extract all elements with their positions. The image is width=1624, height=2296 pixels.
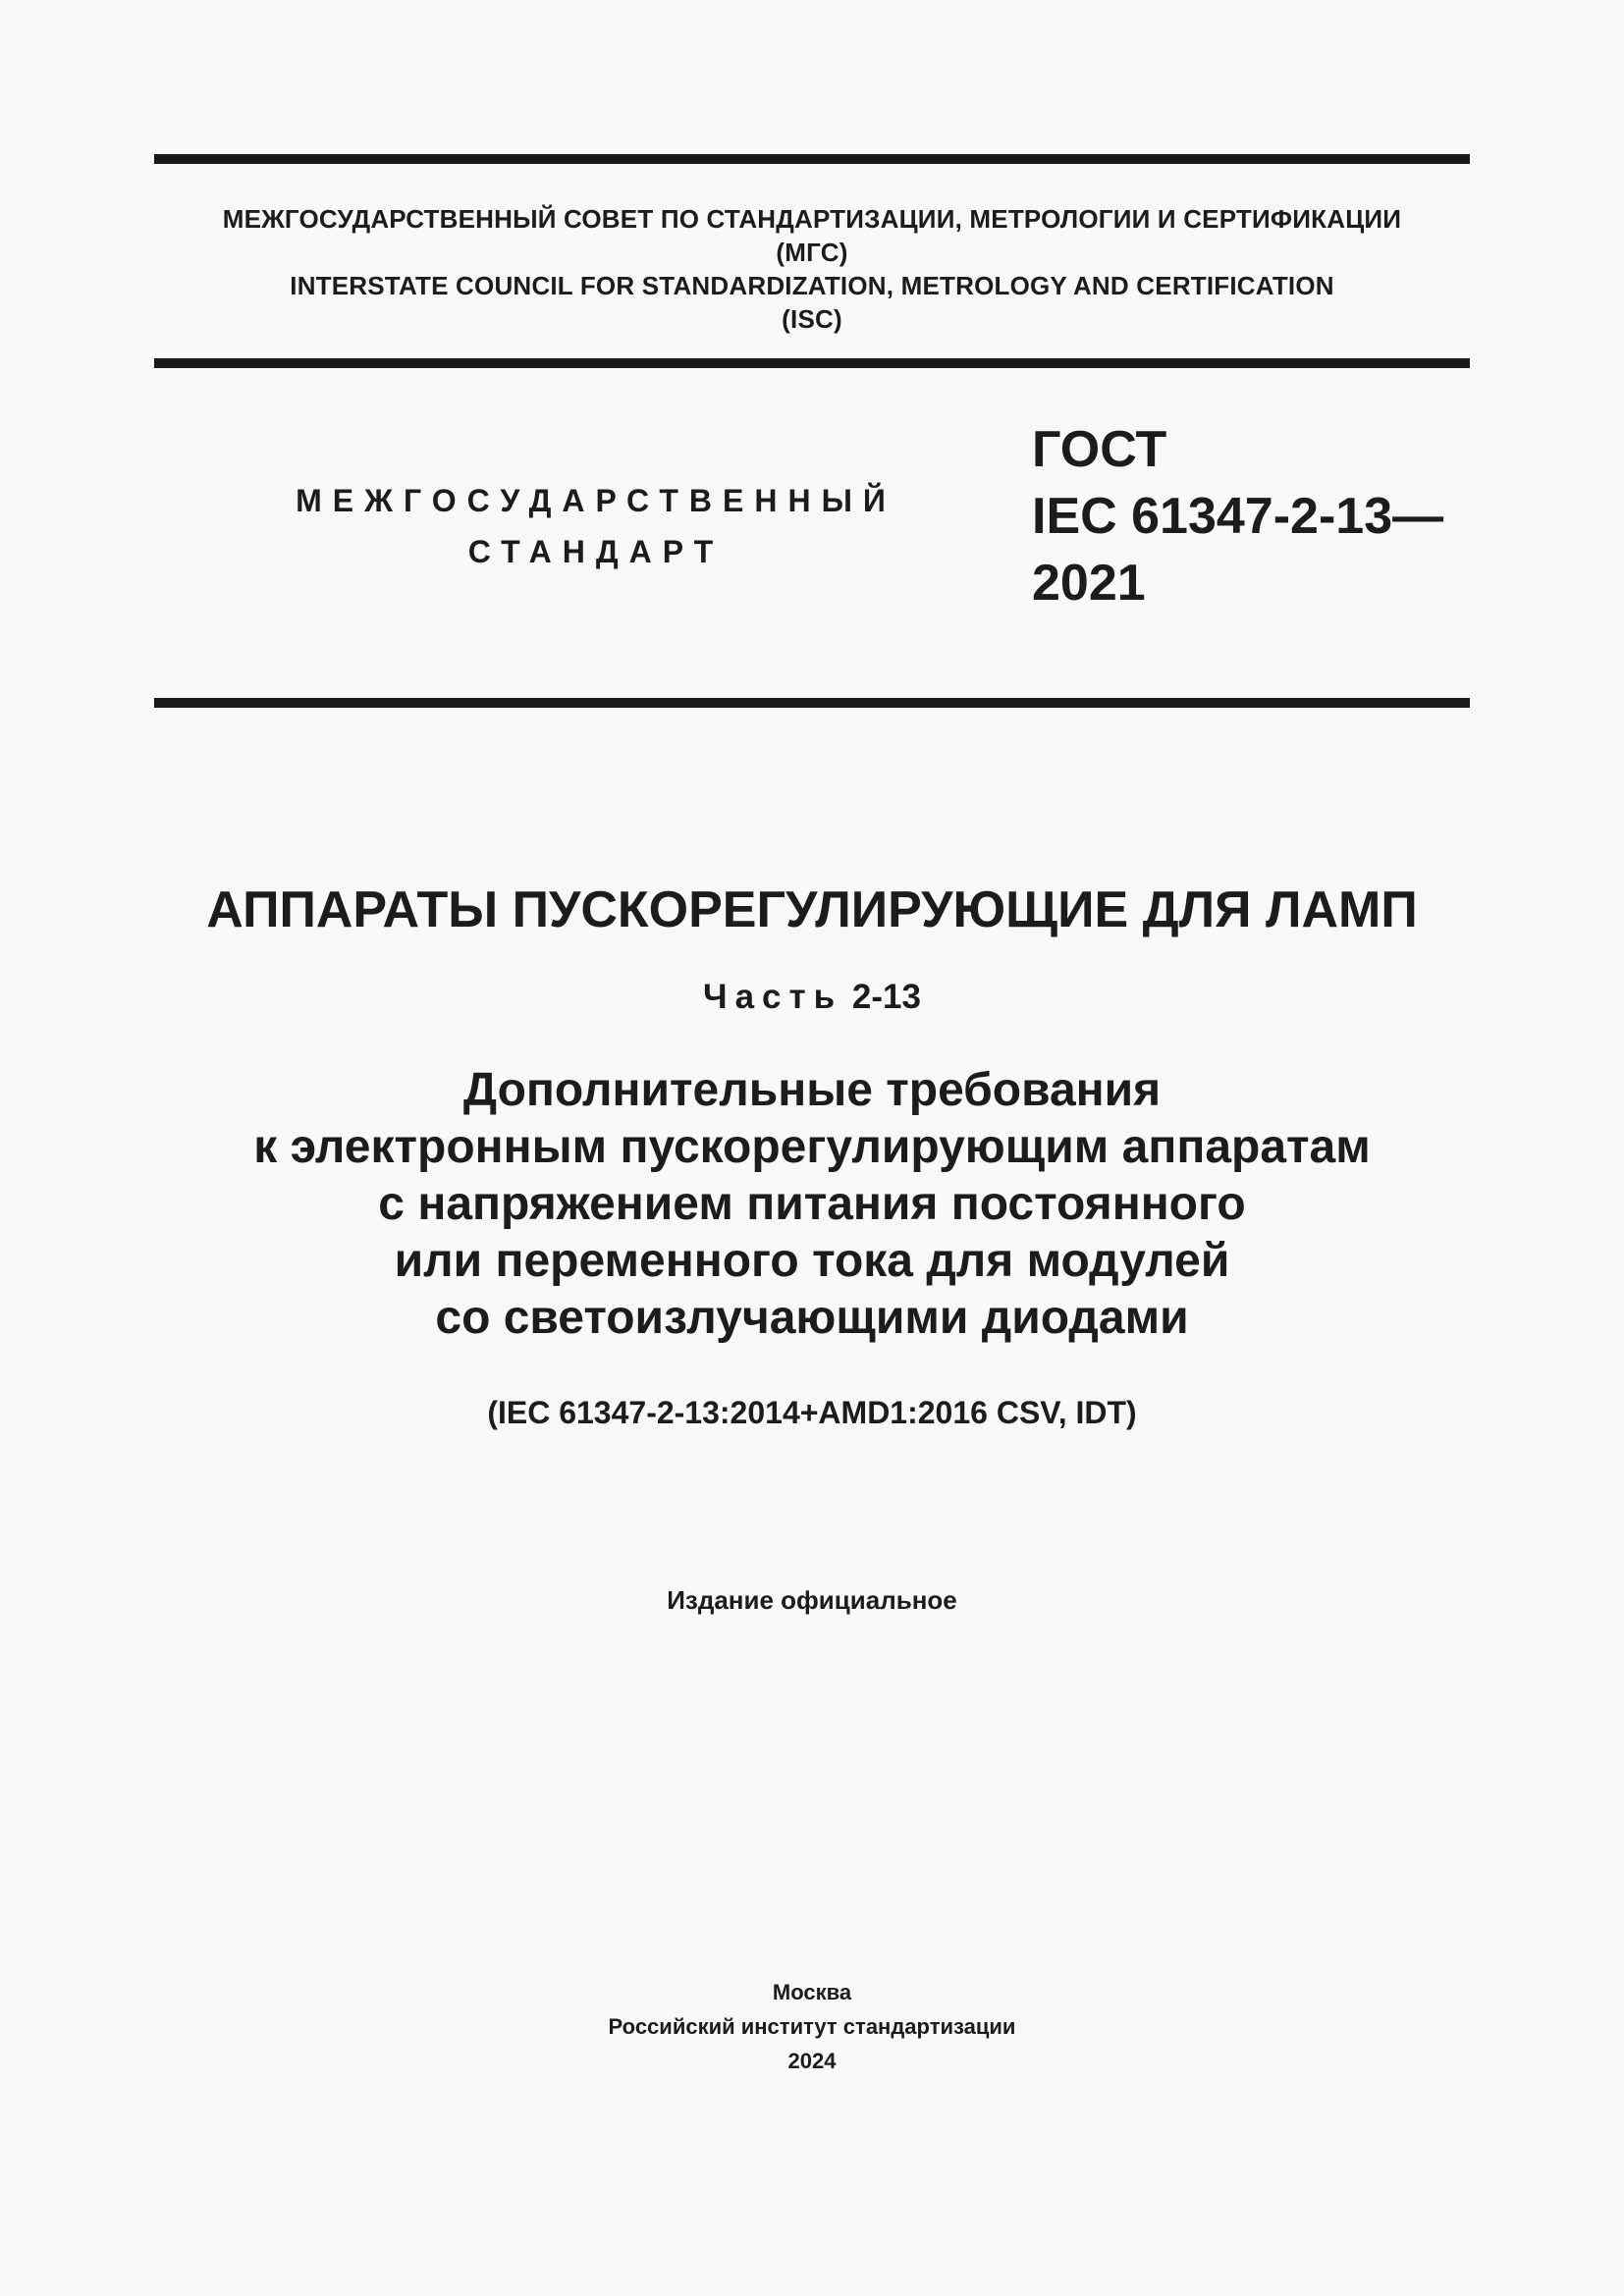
part-label: Часть bbox=[703, 978, 843, 1016]
document-title: АППАРАТЫ ПУСКОРЕГУЛИРУЮЩИЕ ДЛЯ ЛАМП bbox=[206, 881, 1418, 938]
council-name-en: INTERSTATE COUNCIL FOR STANDARDIZATION, METROLOGY AND CERTIFICATION bbox=[290, 271, 1334, 300]
document-subtitle bbox=[98, 1062, 1526, 1347]
council-name-ru: МЕЖГОСУДАРСТВЕННЫЙ СОВЕТ ПО СТАНДАРТИЗАЦИИ, МЕТРОЛОГИИ И СЕРТИФИКАЦИИ bbox=[222, 204, 1402, 234]
council-header bbox=[154, 202, 1470, 336]
header-rule bbox=[154, 358, 1470, 368]
subtitle-line: или переменного тока для модулей bbox=[394, 1235, 1230, 1287]
subtitle-line: со светоизлучающими диодами bbox=[435, 1292, 1189, 1344]
designation-line-2: IEC 61347-2-13— bbox=[1032, 488, 1444, 545]
designation-line-1: ГОСТ bbox=[1032, 421, 1167, 478]
council-abbr-en: (ISC) bbox=[782, 304, 842, 334]
designation-rule bbox=[154, 698, 1470, 708]
subtitle-line: к электронным пускорегулирующим аппаратам bbox=[253, 1121, 1371, 1173]
subtitle-line: с напряжением питания постоянного bbox=[378, 1178, 1246, 1230]
standard-designation bbox=[1032, 416, 1443, 616]
top-rule bbox=[154, 154, 1470, 164]
part-heading bbox=[154, 975, 1470, 1020]
standard-type-label bbox=[154, 475, 1038, 577]
publisher-imprint bbox=[154, 1975, 1470, 2078]
part-number: 2-13 bbox=[851, 978, 921, 1016]
iec-reference: (IEC 61347-2-13:2014+AMD1:2016 CSV, IDT) bbox=[487, 1395, 1137, 1430]
imprint-city: Москва bbox=[772, 1980, 852, 2004]
standard-type-line-2: СТАНДАРТ bbox=[467, 534, 725, 569]
standard-type-line-1: МЕЖГОСУДАРСТВЕННЫЙ bbox=[296, 483, 896, 518]
imprint-year: 2024 bbox=[787, 2049, 837, 2073]
edition-note: Издание официальное bbox=[667, 1585, 957, 1615]
designation-line-3: 2021 bbox=[1032, 555, 1146, 612]
imprint-publisher: Российский институт стандартизации bbox=[608, 2014, 1016, 2039]
subtitle-line: Дополнительные требования bbox=[462, 1064, 1162, 1116]
council-abbr-ru: (МГС) bbox=[776, 238, 848, 267]
